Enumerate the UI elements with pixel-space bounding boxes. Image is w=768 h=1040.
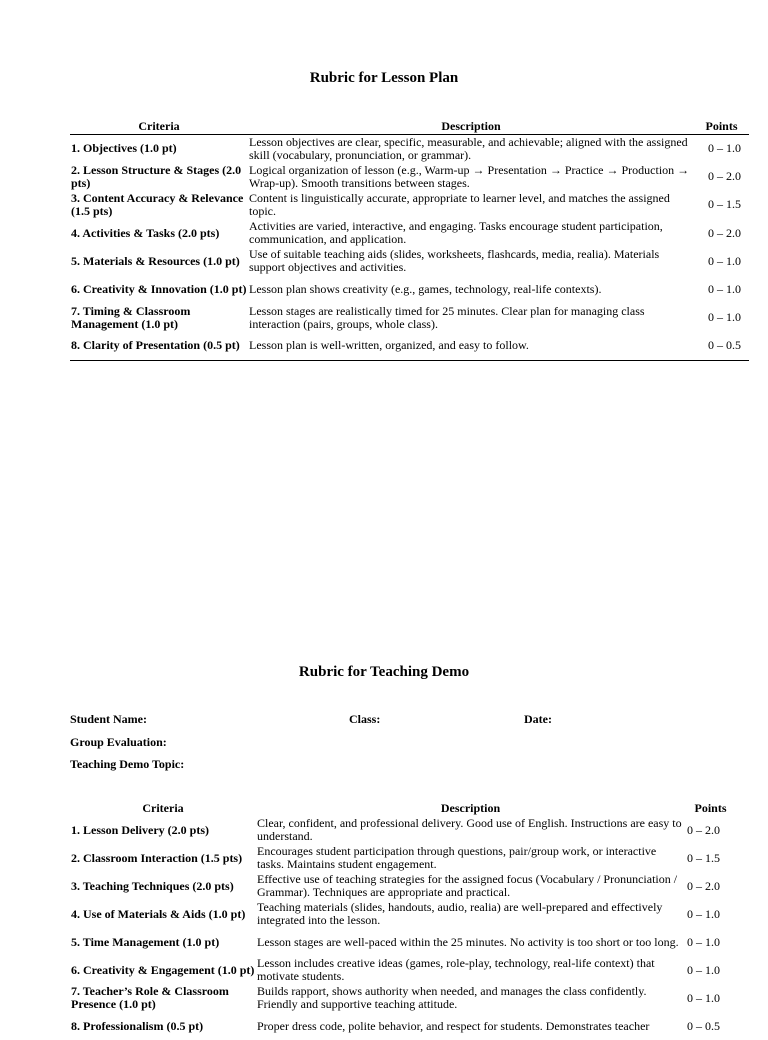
description-cell: Builds rapport, shows authority when needed, and manages the class confidently. Friendly and supportive teaching attitude. [257,984,647,1011]
description-cell: Use of suitable teaching aids (slides, worksheets, flashcards, media, realia). Materials support objectives and activities. [249,247,660,275]
table-header-row [70,801,736,816]
student-name-label: Student Name: [70,712,147,726]
points-header: Points [694,119,749,135]
table-row [70,900,736,928]
table-header-row [70,119,749,135]
points-cell: 0 – 1.0 [687,906,720,921]
description-cell: Lesson objectives are clear, specific, measurable, and achievable; aligned with the assigned skill (vocabulary, pronunciation, or grammar). [249,134,688,162]
points-cell: 0 – 2.0 [708,169,741,184]
criteria-cell: 6. Creativity & Engagement (1.0 pt) [71,962,255,977]
table-row [70,163,749,191]
criteria-cell: 3. Teaching Techniques (2.0 pts) [71,878,234,893]
table-row [70,844,736,872]
points-header: Points [694,801,727,815]
description-cell: Lesson stages are well-paced within the 25 minutes. No activity is too short or too long. [257,934,679,949]
criteria-cell: 1. Objectives (1.0 pt) [71,141,177,156]
criteria-header: Criteria [70,119,248,135]
points-cell: 0 – 0.5 [708,338,741,353]
description-cell: Teaching materials (slides, handouts, audio, realia) are well-prepared and effectively integrated into the lesson. [257,900,663,927]
points-cell: 0 – 1.0 [708,310,741,325]
criteria-cell: 8. Clarity of Presentation (0.5 pt) [71,338,240,353]
criteria-cell: 4. Activities & Tasks (2.0 pts) [71,225,220,240]
points-cell: 0 – 1.0 [687,934,720,949]
table-row [70,219,749,247]
lesson-plan-title: Rubric for Lesson Plan [309,70,459,86]
description-cell: Content is linguistically accurate, appropriate to learner level, and matches the assigned topic. [249,190,670,218]
criteria-cell: 7. Teacher’s Role & Classroom Presence (1.0 pt) [71,984,229,1011]
table-row [70,872,736,900]
criteria-cell: 7. Timing & Classroom Management (1.0 pt) [71,303,191,331]
points-cell: 0 – 1.5 [708,197,741,212]
points-cell: 0 – 1.0 [708,253,741,268]
teaching-demo-rubric-table [70,801,736,1040]
points-cell: 0 – 1.5 [687,850,720,865]
criteria-cell: 1. Lesson Delivery (2.0 pts) [71,822,209,837]
criteria-cell: 4. Use of Materials & Aids (1.0 pt) [71,906,246,921]
points-cell: 0 – 2.0 [708,225,741,240]
description-cell: Lesson stages are realistically timed for 25 minutes. Clear plan for managing class interaction (pairs, groups, whole class). [249,303,645,331]
table-row [70,304,749,332]
description-cell: Lesson plan shows creativity (e.g., games, technology, real-life contexts). [249,282,602,297]
teaching-demo-title: Rubric for Teaching Demo [298,664,470,680]
date-label: Date: [524,712,552,726]
criteria-cell: 6. Creativity & Innovation (1.0 pt) [71,282,247,297]
table-row [70,956,736,984]
description-header: Description [440,801,501,815]
description-cell: Encourages student participation through questions, pair/group work, or interactive tasks. Maintains student engagement. [257,844,657,871]
criteria-cell: 2. Classroom Interaction (1.5 pts) [71,850,243,865]
table-row [70,984,736,1012]
criteria-cell: 5. Time Management (1.0 pt) [71,934,220,949]
points-cell: 0 – 1.0 [687,990,720,1005]
table-row [70,816,736,844]
points-cell: 0 – 0.5 [687,1018,720,1033]
criteria-cell: 3. Content Accuracy & Relevance (1.5 pts) [71,190,244,218]
description-cell: Clear, confident, and professional delivery. Good use of English. Instructions are easy to understand. [257,816,682,843]
description-cell: Proper dress code, polite behavior, and respect for students. Demonstrates teacher [257,1018,650,1033]
class-label: Class: [349,712,381,726]
points-cell: 0 – 1.0 [708,141,741,156]
table-row [70,191,749,219]
table-row [70,928,736,956]
points-cell: 0 – 2.0 [687,822,720,837]
table-row [70,247,749,275]
criteria-cell: 2. Lesson Structure & Stages (2.0 pts) [71,162,242,190]
criteria-header: Criteria [142,801,184,815]
table-row [70,332,749,360]
table-row [70,135,749,163]
description-cell: Logical organization of lesson (e.g., Warm-up → Presentation → Practice → Production → Wrap-up). Smooth transitions between stages. [249,162,690,190]
description-header: Description [248,119,694,135]
description-cell: Lesson includes creative ideas (games, role-play, technology, real-life context) that motivate students. [257,956,655,983]
description-cell: Activities are varied, interactive, and engaging. Tasks encourage student participation, communication, and application. [249,219,663,247]
table-row [70,1012,736,1040]
criteria-cell: 8. Professionalism (0.5 pt) [71,1018,204,1033]
lesson-plan-rubric-table [70,119,749,361]
points-cell: 0 – 1.0 [687,962,720,977]
points-cell: 0 – 2.0 [687,878,720,893]
teaching-demo-topic-label: Teaching Demo Topic: [70,757,185,771]
description-cell: Lesson plan is well-written, organized, and easy to follow. [249,338,529,353]
criteria-cell: 5. Materials & Resources (1.0 pt) [71,253,240,268]
table-row [70,275,749,303]
group-evaluation-label: Group Evaluation: [70,735,167,749]
description-cell: Effective use of teaching strategies for the assigned focus (Vocabulary / Pronunciation / Grammar). Techniques are appropriate and practical. [257,872,678,899]
points-cell: 0 – 1.0 [708,282,741,297]
